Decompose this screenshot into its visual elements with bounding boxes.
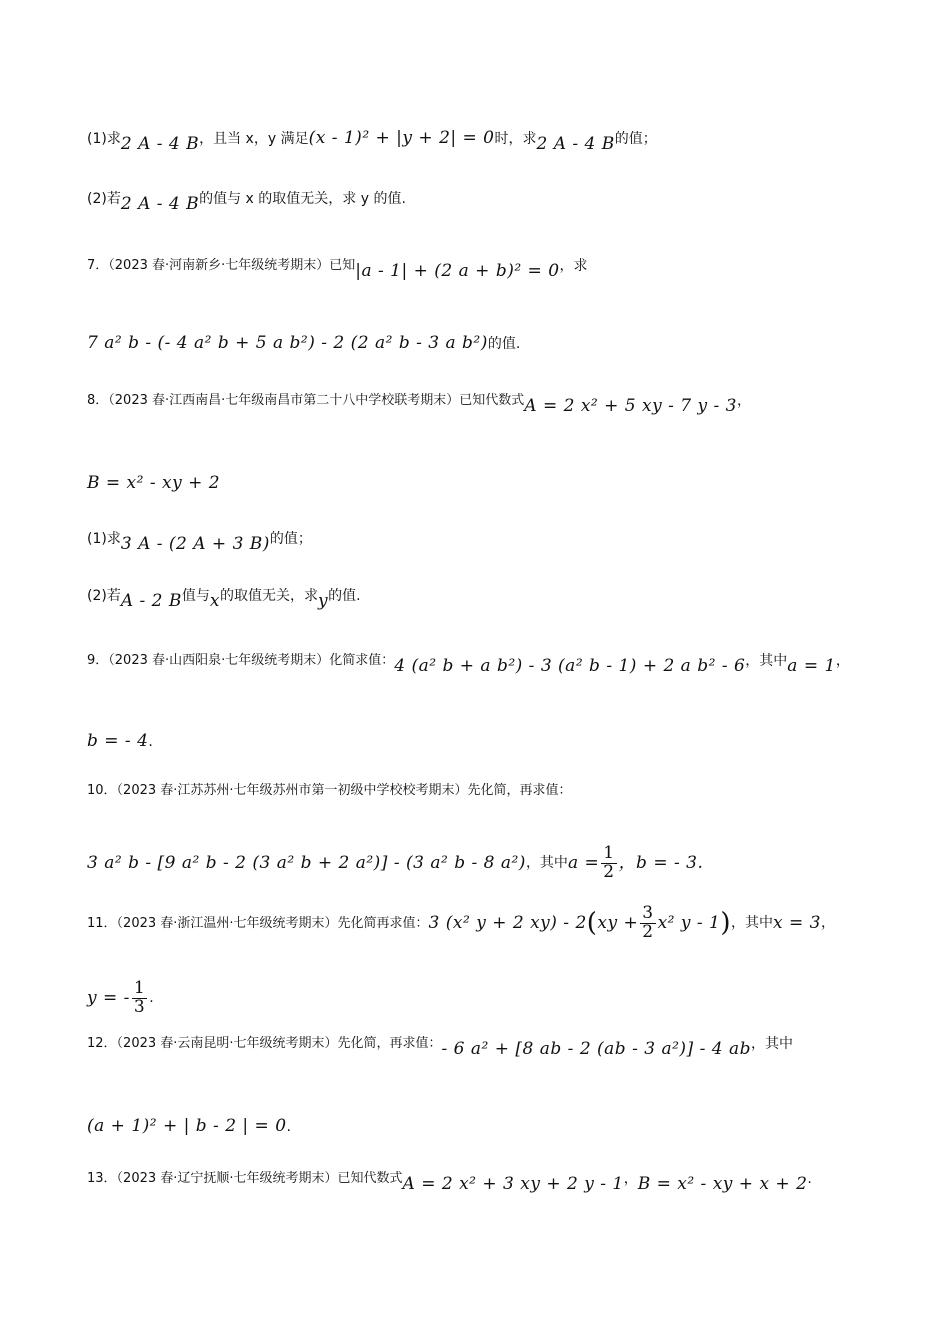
q11-source: 11．（2023 春·浙江温州·七年级统考期末）先化简再求值： <box>87 915 429 931</box>
text-fragment: ，求 <box>559 257 588 274</box>
math-expression: 2 A - 4 B <box>536 134 615 154</box>
q10-a-label: a = <box>567 852 600 873</box>
math-expression: 2 A - 4 B <box>120 134 200 154</box>
text-fragment: 的值与 x 的取值无关，求 y 的值. <box>199 190 406 207</box>
math-expression: A - 2 B <box>120 591 182 611</box>
q12-condition-line: (a + 1)² + | b - 2 | = 0 . <box>87 1116 291 1136</box>
text-fragment: ，且当 x，y 满足 <box>199 130 309 147</box>
math-expression: |a - 1| + (2 a + b)² = 0 <box>355 261 560 281</box>
text-fragment: 值与 <box>181 587 210 604</box>
math-expression: (x - 1)² + |y + 2| = 0 <box>308 128 495 148</box>
q10-expression: 3 a² b - [9 a² b - 2 (3 a² b + 2 a²)] - (3 a² b - 8 a²) <box>87 852 526 873</box>
q11-expr-part1: 3 (x² y + 2 xy) - 2 <box>428 912 587 933</box>
text-line <box>87 257 588 281</box>
q13-expression-b: B = x² - xy + x + 2 <box>637 1174 808 1194</box>
text-fragment: 9．（2023 春·山西阳泉·七年级统考期末）化简求值： <box>87 653 395 668</box>
q11-line: 11．（2023 春·浙江温州·七年级统考期末）先化简再求值： 3 (x² y + 2 xy) - 2 ( xy + $\frac{3}{2}$ x² y - 1 ) ，其中 x = 3 ， <box>87 903 835 942</box>
text-line <box>87 733 153 750</box>
text-fragment: 的值； <box>614 130 657 147</box>
q11-y-line: y = - $\frac{1}{3}$ . <box>87 978 154 1017</box>
q11-fraction: $\frac{3}{2}$ <box>642 903 654 942</box>
text-fragment: 时，求 <box>494 130 537 147</box>
q11-y-label: y = - <box>87 987 130 1008</box>
math-expression: y <box>317 591 329 611</box>
math-expression: B = x² - xy + 2 <box>87 473 221 493</box>
text-fragment: 的值； <box>269 530 312 547</box>
text-fragment: 7．（2023 春·河南新乡·七年级统考期末）已知 <box>87 258 356 273</box>
text-line <box>87 530 312 554</box>
text-fragment: (2)若 <box>87 587 121 604</box>
q10-expression-line <box>87 845 703 882</box>
q13-source: 13．（2023 春·辽宁抚顺·七年级统考期末）已知代数式 <box>87 1171 403 1186</box>
q10-b-value: ，b = - 3. <box>618 852 704 873</box>
q13-expression-a: A = 2 x² + 3 xy + 2 y - 1 <box>402 1174 624 1194</box>
math-expression: 2 A - 4 B <box>120 194 200 214</box>
q11-expr-part3: x² y - 1 <box>657 912 721 933</box>
q12-condition: (a + 1)² + | b - 2 | = 0 <box>87 1116 287 1136</box>
text-fragment: (1)求 <box>87 130 121 147</box>
text-fragment: 的值. <box>487 335 521 352</box>
q11-where: ，其中 <box>731 915 774 932</box>
text-fragment: (1)求 <box>87 530 121 547</box>
q12-where: ，其中 <box>750 1035 793 1052</box>
text-line <box>87 652 850 676</box>
text-line <box>87 128 657 154</box>
text-fragment: 的取值无关，求 <box>219 587 318 604</box>
text-line <box>87 475 220 492</box>
text-line <box>87 190 406 214</box>
q11-x-value: x = 3 <box>773 912 821 933</box>
math-expression: b = - 4 <box>87 731 149 751</box>
text-line <box>87 392 751 416</box>
q10-where: ，其中 <box>525 855 568 872</box>
text-fragment: 10．（2023 春·江苏苏州·七年级苏州市第一初级中学校校考期末）先化简，再求值： <box>87 783 572 798</box>
q12-source: 12．（2023 春·云南昆明·七年级统考期末）先化简，再求值： <box>87 1036 442 1051</box>
math-expression: a = 1 <box>787 656 836 676</box>
math-expression: 7 a² b - (- 4 a² b + 5 a b²) - 2 (2 a² b - 3 a b²) <box>87 333 488 353</box>
text-fragment: ，其中 <box>745 652 788 669</box>
text-fragment: 8．（2023 春·江西南昌·七年级南昌市第二十八中学校联考期末）已知代数式 <box>87 393 525 408</box>
math-expression: 3 A - (2 A + 3 B) <box>120 534 270 554</box>
q10-fraction: $\frac{1}{2}$ <box>603 843 615 882</box>
q11-expr-part2: xy + <box>597 912 639 933</box>
text-line <box>87 784 572 797</box>
text-fragment: ， <box>736 392 751 409</box>
math-expression: 4 (a² b + a b²) - 3 (a² b - 1) + 2 a b² - 6 <box>394 656 746 676</box>
q12-expression: - 6 a² + [8 ab - 2 (ab - 3 a²)] - 4 ab <box>441 1039 751 1059</box>
q11-y-fraction: $\frac{1}{3}$ <box>133 978 146 1017</box>
text-line <box>87 335 520 352</box>
q13-line: 13．（2023 春·辽宁抚顺·七年级统考期末）已知代数式 A = 2 x² + 3 xy + 2 y - 1 ， B = x² - xy + x + 2 . <box>87 1170 812 1194</box>
text-fragment: 的值. <box>328 587 361 604</box>
q12-line <box>87 1035 793 1059</box>
text-fragment: (2)若 <box>87 190 121 207</box>
text-fragment: ， <box>835 652 850 669</box>
math-expression: x <box>209 591 220 611</box>
text-fragment: . <box>148 733 153 750</box>
text-line <box>87 587 361 611</box>
math-expression: A = 2 x² + 5 xy - 7 y - 3 <box>524 396 737 416</box>
